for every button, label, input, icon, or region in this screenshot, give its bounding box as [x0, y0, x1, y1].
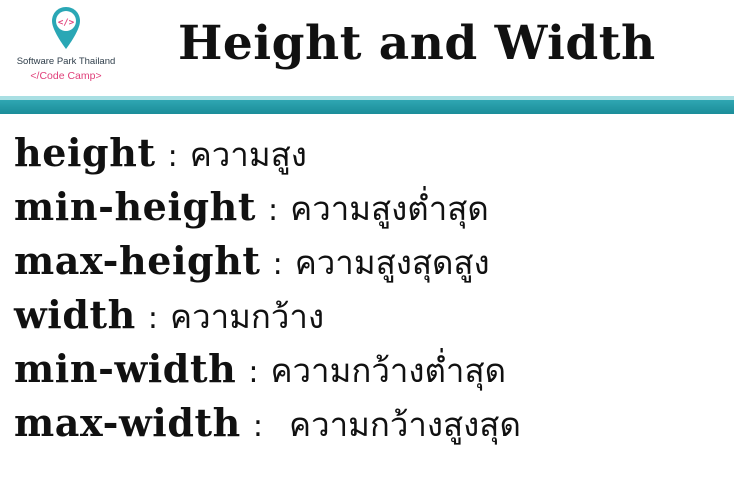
logo-text-code-camp: </Code Camp>: [30, 70, 102, 82]
property-meaning: ความสูงต่ำสุด: [290, 189, 489, 228]
property-name: max-height: [14, 238, 261, 283]
separator: :: [252, 409, 263, 444]
code-symbol-icon: </>: [57, 18, 75, 28]
location-pin-icon: [51, 6, 81, 50]
separator: :: [167, 139, 178, 174]
slide-header: [0, 0, 734, 96]
separator: :: [272, 247, 283, 282]
list-item-width: [14, 290, 726, 344]
property-meaning: ความกว้างต่ำสุด: [270, 351, 507, 390]
software-park-logo: [10, 4, 122, 92]
list-item-min-width: [14, 344, 726, 398]
property-name: width: [14, 292, 136, 337]
list-item-min-height: [14, 182, 726, 236]
header-divider-band: [0, 100, 734, 114]
list-item-height: [14, 128, 726, 182]
separator: :: [147, 301, 159, 336]
separator: :: [248, 355, 259, 390]
property-meaning: ความสูงสุดสูง: [294, 243, 490, 282]
property-name: min-width: [14, 346, 237, 391]
property-meaning: ความกว้างสูงสุด: [289, 405, 521, 444]
slide-title: Height and Width: [178, 16, 656, 71]
separator: :: [268, 193, 279, 228]
logo-text-software-park: Software Park Thailand: [16, 56, 116, 67]
list-item-max-width: [14, 398, 726, 452]
property-meaning: ความกว้าง: [170, 297, 325, 336]
property-meaning: ความสูง: [189, 135, 307, 174]
property-name: height: [14, 130, 156, 175]
property-list: [14, 128, 726, 452]
property-name: min-height: [14, 184, 257, 229]
property-name: max-width: [14, 400, 241, 445]
list-item-max-height: [14, 236, 726, 290]
